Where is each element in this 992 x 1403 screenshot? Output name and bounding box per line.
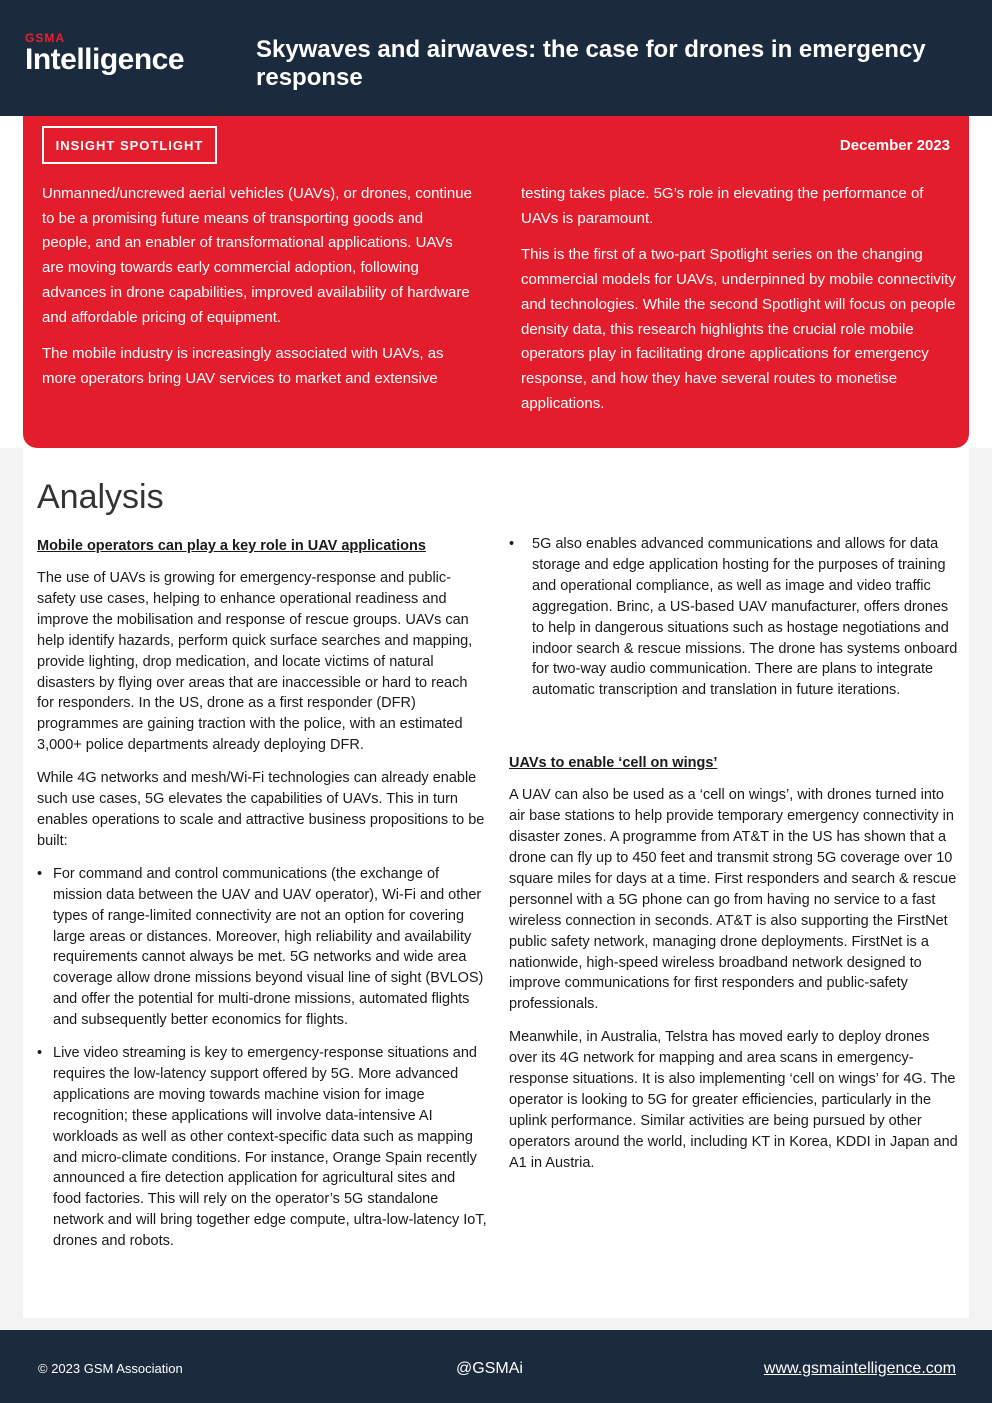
bullet-item: • 5G also enables advanced communications and allows for data storage and edge application hosting for the purposes of training and operational compliance, as well as image and video traffic aggregation. Brinc, a US-based UAV manufacturer, offers drones to help in dangerous situations such as hostage negotiations and indoor search & rescue missions. The drone has systems onboard for two-way audio communication. There are plans to integrate automatic transcription and translation in future iterations.: [509, 534, 959, 701]
intro-panel: [23, 116, 969, 448]
intro-left-column: [42, 182, 472, 404]
bullet-item: • For command and control communications (the exchange of mission data between the UAV and UAV operator), Wi-Fi and other types of range-limited connectivity are not an option for covering large areas or distances. Moreover, high reliability and availability requirements cannot always be met. 5G networks and wide area coverage allow drone missions beyond visual line of sight (BVLOS) and offer the potential for multi-drone missions, automated flights and subsequently better economics for flights.: [37, 864, 487, 1031]
publication-date: December 2023: [839, 137, 950, 154]
body-paragraph: Meanwhile, in Australia, Telstra has moved early to deploy drones over its 4G network for mapping and area scans in emergency-response situations. It is also implementing ‘cell on wings’ for 4G. The operator is looking to 5G for greater efficiencies, particularly in the uplink performance. Similar activities are being pursued by other operators around the world, including KT in Korea, KDDI in Japan and A1 in Austria.: [509, 1029, 958, 1171]
intro-paragraph: testing takes place. 5G’s role in elevating the performance of UAVs is paramount.: [521, 185, 924, 227]
intro-paragraph: The mobile industry is increasingly associated with UAVs, as more operators bring UAV services to market and extensive: [42, 345, 444, 387]
analysis-left-column: [37, 536, 487, 1264]
body-paragraph: A UAV can also be used as a ‘cell on wings’, with drones turned into air base stations to help provide temporary emergency connectivity in disaster zones. A programme from AT&T in the US has shown that a drone can fly up to 450 feet and transmit strong 5G coverage over 10 square miles for days at a time. First responders and search & rescue personnel with a 5G phone can go from having no service to a fast wireless connection in seconds. AT&T is also supporting the FirstNet public safety network, managing drone deployments. FirstNet is a nationwide, high-speed wireless broadband network designed to improve communications for first responders and public-safety professionals.: [509, 787, 957, 1013]
analysis-right-column: [509, 534, 959, 1186]
social-handle: @GSMAi: [456, 1360, 523, 1377]
section-title: UAVs to enable ‘cell on wings’: [509, 755, 718, 772]
body-paragraph: While 4G networks and mesh/Wi-Fi technologies can already enable such use cases, 5G elevates the capabilities of UAVs. This in turn enables operations to scale and attractive business propositions to be built:: [37, 770, 485, 849]
website-link[interactable]: www.gsmaintelligence.com: [763, 1360, 956, 1377]
logo-intelligence-text: Intelligence: [25, 43, 185, 76]
intro-paragraph: Unmanned/uncrewed aerial vehicles (UAVs), or drones, continue to be a promising future means of transporting goods and people, and an enabler of transformational applications. UAVs are moving towards early commercial adoption, following advances in drone capabilities, improved availability of hardware and affordable pricing of equipment.: [42, 185, 472, 326]
section-title: Mobile operators can play a key role in UAV applications: [37, 538, 426, 554]
bullet-item: • Live video streaming is key to emergency-response situations and requires the low-latency support offered by 5G. More advanced applications are moving towards machine vision for image recognition; these applications will involve data-intensive AI workloads as well as other context-specific data such as mapping and micro-climate conditions. For instance, Orange Spain recently announced a fire detection application for agricultural sites and food factories. This will rely on the operator’s 5G standalone network and will bring together edge compute, ultra-low-latency IoT, drones and robots.: [37, 1043, 487, 1252]
bullet-list: [509, 534, 959, 701]
intro-paragraph: This is the first of a two-part Spotlight series on the changing commercial models for UAVs, underpinned by mobile connectivity and technologies. While the second Spotlight will focus on people density data, this research highlights the crucial role mobile operators play in facilitating drone applications for emergency response, and how they have several routes to monetise applications.: [521, 246, 956, 412]
insight-spotlight-tag: INSIGHT SPOTLIGHT: [42, 126, 217, 164]
document-title: Skywaves and airwaves: the case for drones in emergency response: [256, 36, 926, 91]
intro-right-column: [521, 182, 956, 428]
body-paragraph: The use of UAVs is growing for emergency-response and public-safety use cases, helping to enhance operational readiness and improve the mobilisation and response of rescue groups. UAVs can help identify hazards, perform quick surface searches and mapping, provide lighting, drop medication, and locate victims of natural disasters by flying over areas that are inaccessible or hard to reach for responders. In the US, drone as a first responder (DFR) programmes are gaining traction with the police, with an estimated 3,000+ police departments already deploying DFR.: [37, 570, 473, 754]
analysis-heading: Analysis: [37, 478, 164, 516]
page-header: [0, 0, 992, 116]
page-footer: [0, 1330, 992, 1403]
copyright-text: © 2023 GSM Association: [38, 1361, 183, 1376]
analysis-content: [23, 448, 969, 1318]
bullet-list: [37, 864, 487, 1252]
gsma-intelligence-logo: [25, 32, 184, 76]
logo-gsma-text: GSMA: [25, 31, 65, 45]
